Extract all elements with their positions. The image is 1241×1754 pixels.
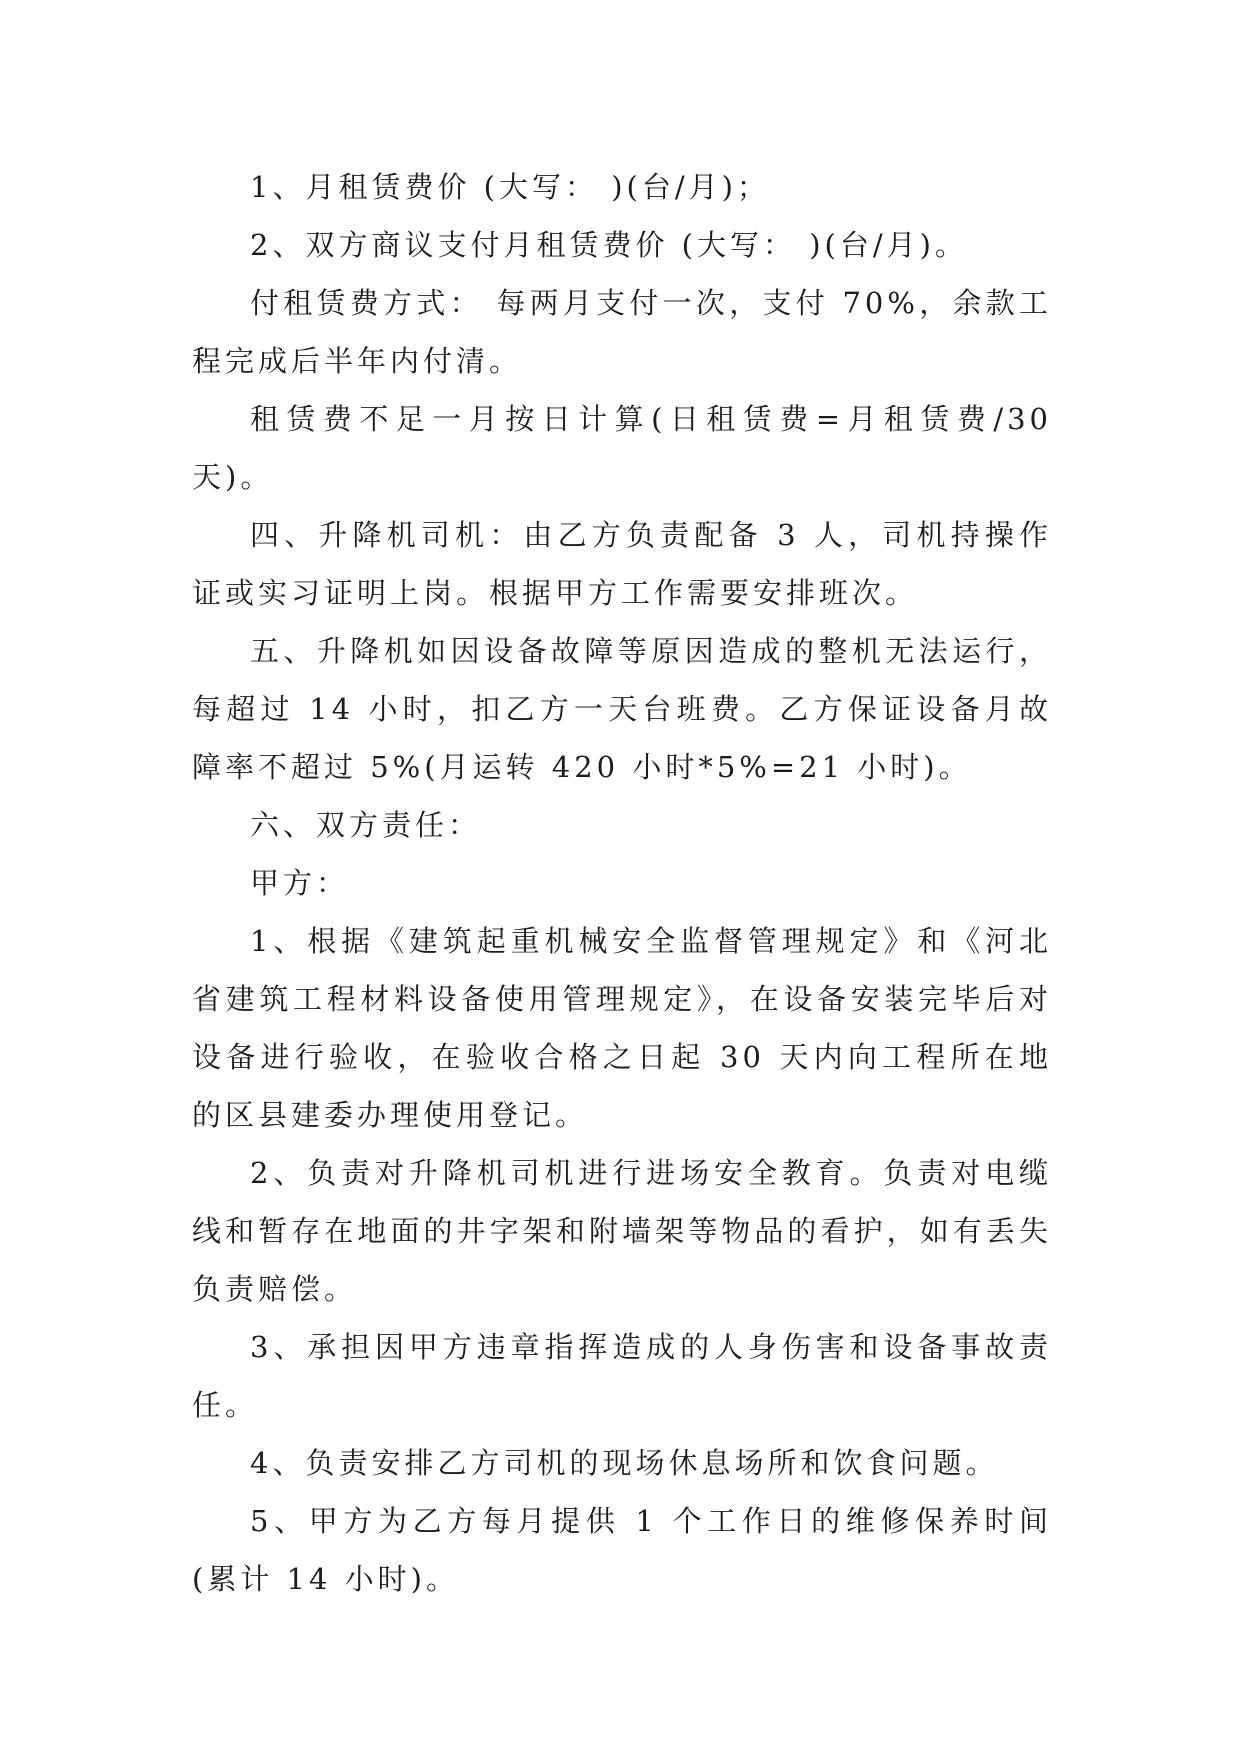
paragraph-section-six-heading: 六、双方责任： [250, 808, 482, 842]
paragraph-section-four: 四、升降机司机：由乙方负责配备 3 人，司机持操作证或实习证明上岗。根据甲方工作需要安排班次。 [192, 518, 1052, 610]
paragraph-party-a-item-3: 3、承担因甲方违章指挥造成的人身伤害和设备事故责任。 [192, 1330, 1052, 1422]
paragraph-section-five: 五、升降机如因设备故障等原因造成的整机无法运行，每超过 14 小时，扣乙方一天台班费。乙方保证设备月故障率不超过 5%(月运转 420 小时*5%=21 小时)。 [192, 634, 1052, 784]
paragraph-party-a-item-5: 5、甲方为乙方每月提供 1 个工作日的维修保养时间(累计 14 小时)。 [192, 1504, 1052, 1596]
paragraph-party-a-item-4: 4、负责安排乙方司机的现场休息场所和饮食问题。 [250, 1446, 999, 1480]
document-body [192, 158, 1052, 1608]
paragraph-agreed-rent: 2、双方商议支付月租赁费价 (大写： )(台/月)。 [250, 228, 968, 262]
paragraph-party-a-item-1: 1、根据《建筑起重机械安全监督管理规定》和《河北省建筑工程材料设备使用管理规定》，在设备安装完毕后对设备进行验收，在验收合格之日起 30 天内向工程所在地的区县建委办理使用登记。 [192, 924, 1052, 1132]
paragraph-payment-method: 付租赁费方式： 每两月支付一次，支付 70%，余款工程完成后半年内付清。 [192, 286, 1052, 378]
paragraph-party-a-item-2: 2、负责对升降机司机进行进场安全教育。负责对电缆线和暂存在地面的井字架和附墙架等物品的看护，如有丢失负责赔偿。 [192, 1156, 1052, 1306]
paragraph-party-a-heading: 甲方： [250, 866, 350, 900]
paragraph-monthly-rent: 1、月租赁费价 (大写： )(台/月)； [250, 170, 770, 204]
paragraph-daily-rent: 租赁费不足一月按日计算(日租赁费=月租赁费/30 天)。 [192, 402, 1052, 494]
